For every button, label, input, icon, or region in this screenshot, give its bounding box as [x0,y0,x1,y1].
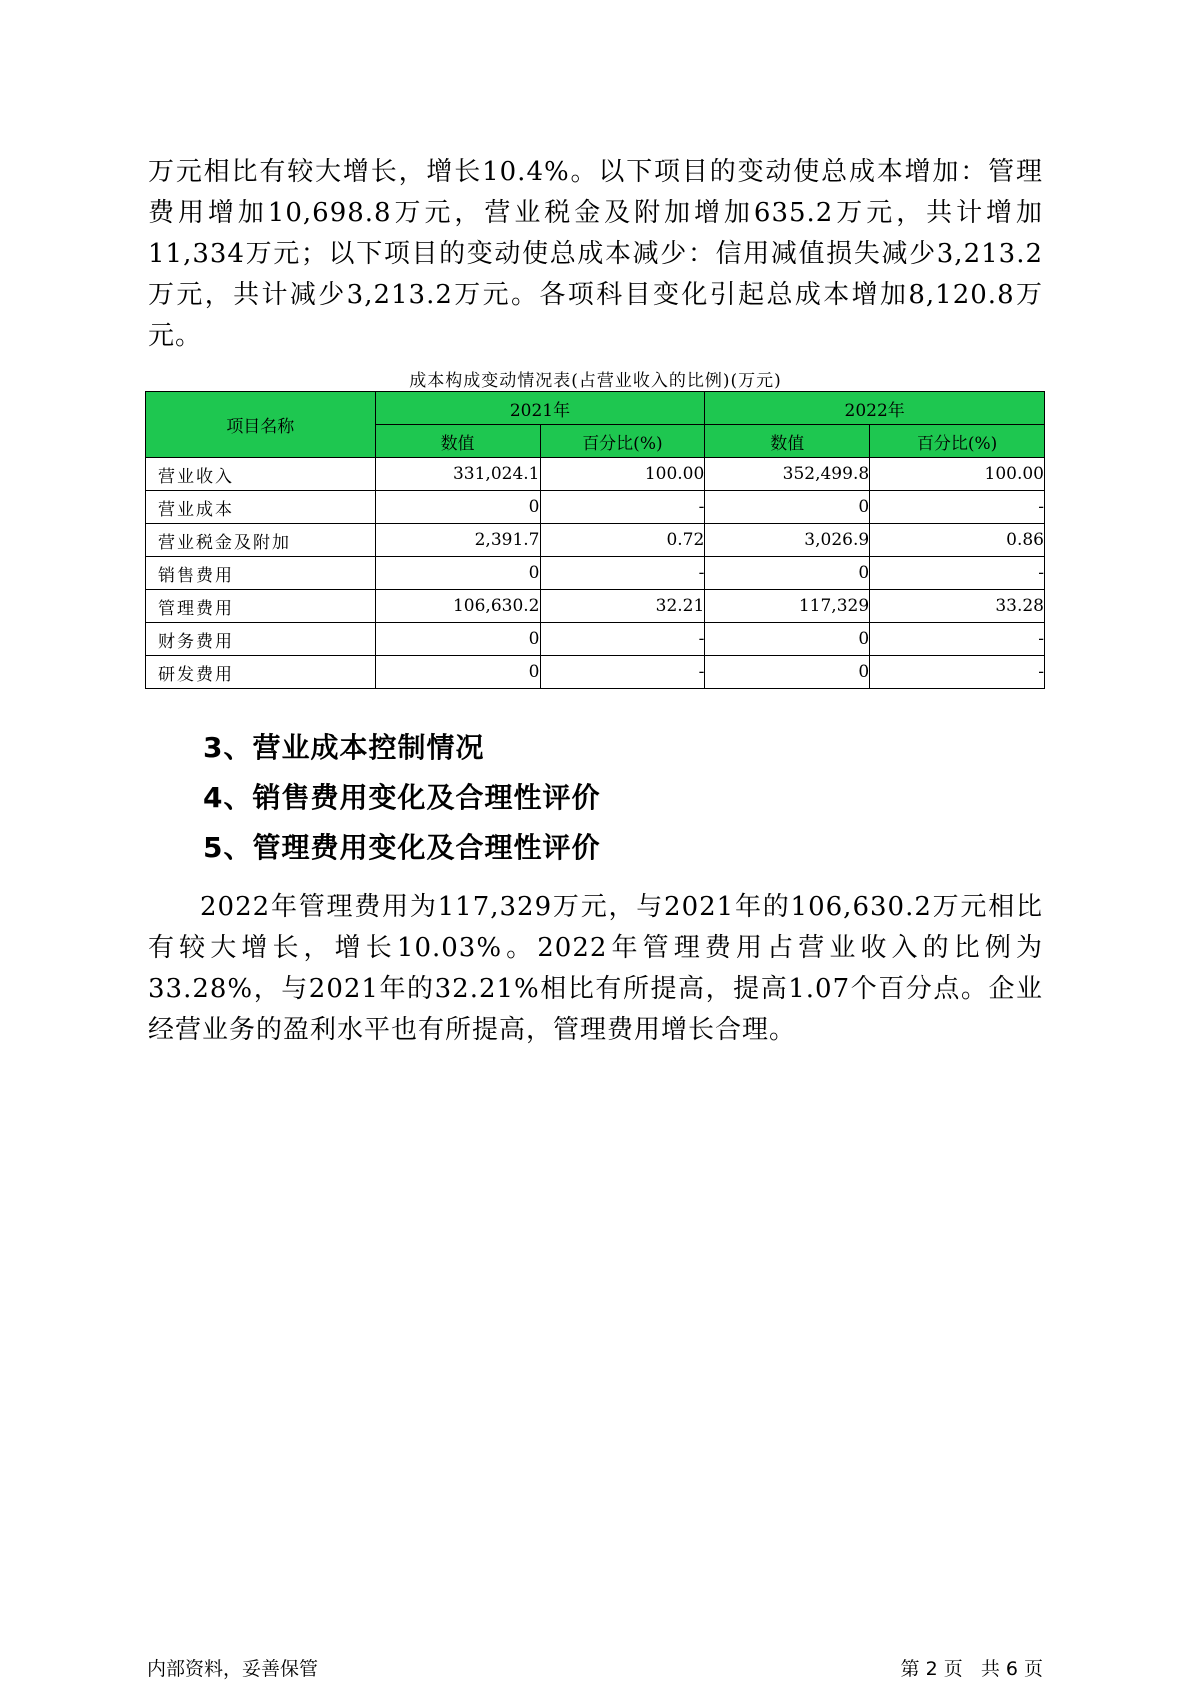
section-heading-5: 5、管理费用变化及合理性评价 [203,831,601,864]
header-year-2021: 2021年 [375,392,705,425]
value-2022: 0 [705,656,870,689]
row-name: 研发费用 [146,656,376,689]
value-2021: 0 [375,656,540,689]
header-value-2022: 数值 [705,425,870,458]
footer-confidential-note: 内部资料，妥善保管 [147,1658,319,1680]
pct-2021: 0.72 [540,524,705,557]
cost-structure-table [145,391,1045,689]
table-row [146,623,1045,656]
pct-2021: - [540,656,705,689]
table-row [146,557,1045,590]
value-2022: 0 [705,623,870,656]
value-2022: 352,499.8 [705,458,870,491]
table-caption: 成本构成变动情况表(占营业收入的比例)(万元) [409,371,782,391]
row-name: 营业成本 [146,491,376,524]
header-pct-2022: 百分比(%) [870,425,1045,458]
value-2022: 0 [705,491,870,524]
pct-2021: 100.00 [540,458,705,491]
value-2021: 0 [375,491,540,524]
footer-page-number: 第 2 页 共 6 页 [900,1658,1043,1680]
value-2021: 331,024.1 [375,458,540,491]
section-heading-3: 3、营业成本控制情况 [203,731,485,764]
value-2021: 106,630.2 [375,590,540,623]
value-2021: 0 [375,557,540,590]
value-2022: 117,329 [705,590,870,623]
row-name: 营业税金及附加 [146,524,376,557]
header-year-2022: 2022年 [705,392,1045,425]
row-name: 管理费用 [146,590,376,623]
pct-2022: 0.86 [870,524,1045,557]
header-pct-2021: 百分比(%) [540,425,705,458]
value-2021: 0 [375,623,540,656]
pct-2022: 100.00 [870,458,1045,491]
header-item-name: 项目名称 [146,392,376,458]
pct-2021: - [540,623,705,656]
table-row [146,491,1045,524]
row-name: 销售费用 [146,557,376,590]
row-name: 财务费用 [146,623,376,656]
table-row [146,524,1045,557]
header-value-2021: 数值 [375,425,540,458]
row-name: 营业收入 [146,458,376,491]
pct-2021: 32.21 [540,590,705,623]
value-2022: 0 [705,557,870,590]
pct-2021: - [540,557,705,590]
paragraph-admin-expense: 2022年管理费用为117,329万元，与2021年的106,630.2万元相比有较大增长，增长10.03%。2022年管理费用占营业收入的比例为33.28%，与2021年的32.21%相比有所提高，提高1.07个百分点。企业经营业务的盈利水平也有所提高，管理费用增长合理。 [148,892,1043,1045]
pct-2021: - [540,491,705,524]
table-row [146,656,1045,689]
pct-2022: - [870,491,1045,524]
pct-2022: 33.28 [870,590,1045,623]
section-heading-4: 4、销售费用变化及合理性评价 [203,781,601,814]
pct-2022: - [870,656,1045,689]
value-2022: 3,026.9 [705,524,870,557]
pct-2022: - [870,623,1045,656]
value-2021: 2,391.7 [375,524,540,557]
table-row [146,458,1045,491]
table-row [146,590,1045,623]
paragraph-cost-summary: 万元相比有较大增长，增长10.4%。以下项目的变动使总成本增加：管理费用增加10,698.8万元，营业税金及附加增加635.2万元，共计增加11,334万元；以下项目的变动使总成本减少：信用减值损失减少3,213.2万元，共计减少3,213.2万元。各项科目变化引起总成本增加8,120.8万元。 [148,157,1043,351]
pct-2022: - [870,557,1045,590]
